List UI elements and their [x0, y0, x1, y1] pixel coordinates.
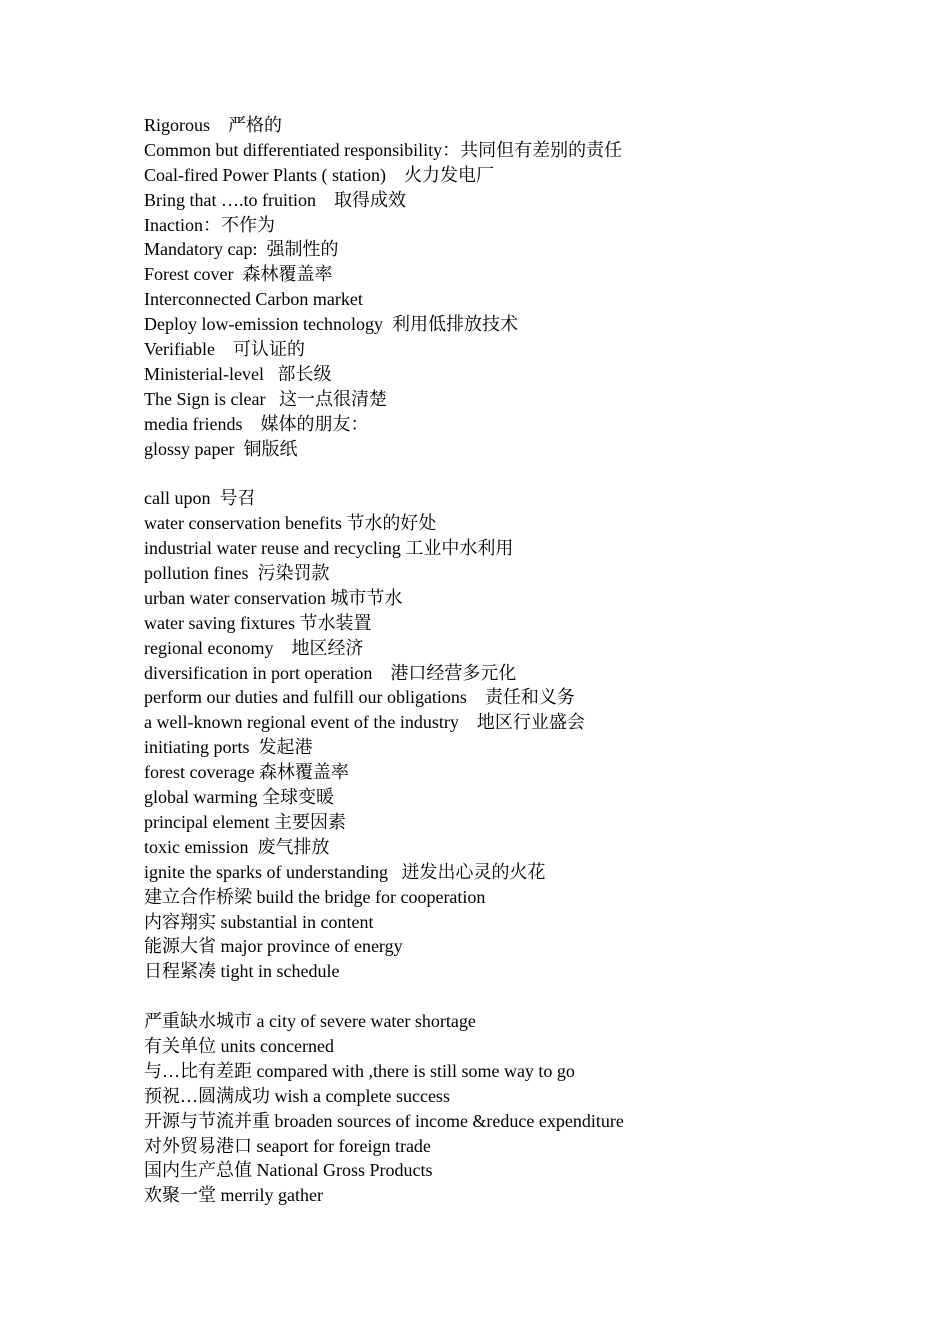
vocab-line: 对外贸易港口 seaport for foreign trade [144, 1135, 431, 1156]
vocab-line: diversification in port operation 港口经营多元化 [144, 662, 517, 683]
vocab-line: Ministerial-level 部长级 [144, 363, 332, 384]
vocab-line: 与…比有差距 compared with ,there is still some way to go [144, 1060, 575, 1081]
vocab-section-1 [144, 113, 904, 461]
vocab-line: 建立合作桥梁 build the bridge for cooperation [144, 886, 486, 907]
vocab-line: forest coverage 森林覆盖率 [144, 762, 349, 783]
vocab-line: water saving fixtures 节水装置 [144, 612, 372, 633]
vocab-line: global warming 全球变暖 [144, 787, 334, 808]
vocab-line: call upon 号召 [144, 488, 256, 509]
vocab-line: Forest cover 森林覆盖率 [144, 264, 333, 285]
vocab-section-2 [144, 486, 904, 984]
vocab-line: Inaction：不作为 [144, 214, 275, 235]
vocab-line: Interconnected Carbon market [144, 289, 363, 310]
vocab-line: pollution fines 污染罚款 [144, 563, 330, 584]
vocab-line: Verifiable 可认证的 [144, 339, 305, 360]
vocab-line: 内容翔实 substantial in content [144, 911, 374, 932]
vocab-line: water conservation benefits 节水的好处 [144, 513, 437, 534]
vocab-line: 有关单位 units concerned [144, 1035, 334, 1056]
section-gap [144, 984, 904, 1009]
vocab-line: Bring that ….to fruition 取得成效 [144, 189, 406, 210]
vocab-line: 能源大省 major province of energy [144, 936, 403, 957]
vocab-line: regional economy 地区经济 [144, 637, 364, 658]
vocab-line: glossy paper 铜版纸 [144, 438, 298, 459]
vocab-line: media friends 媒体的朋友： [144, 413, 369, 434]
vocab-line: principal element 主要因素 [144, 811, 346, 832]
vocab-line: Coal-fired Power Plants ( station) 火力发电厂 [144, 164, 494, 185]
vocab-line: initiating ports 发起港 [144, 737, 313, 758]
vocab-line: 严重缺水城市 a city of severe water shortage [144, 1011, 476, 1032]
vocab-line: Rigorous 严格的 [144, 115, 283, 135]
vocab-line: 欢聚一堂 merrily gather [144, 1185, 323, 1206]
vocab-line: urban water conservation 城市节水 [144, 587, 403, 608]
vocab-line: perform our duties and fulfill our obligations 责任和义务 [144, 687, 575, 708]
vocab-line: Deploy low-emission technology 利用低排放技术 [144, 314, 518, 335]
vocab-line: Mandatory cap: 强制性的 [144, 239, 339, 260]
document-page [144, 113, 904, 1208]
vocab-line: a well-known regional event of the industry 地区行业盛会 [144, 712, 585, 733]
vocab-line: 日程紧凑 tight in schedule [144, 961, 340, 982]
vocab-line: industrial water reuse and recycling 工业中水利用 [144, 538, 514, 559]
section-gap [144, 461, 904, 486]
vocab-line: 国内生产总值 National Gross Products [144, 1160, 433, 1181]
vocab-section-3 [144, 1009, 904, 1208]
vocab-line: Common but differentiated responsibility：共同但有差别的责任 [144, 139, 623, 160]
vocab-line: The Sign is clear 这一点很清楚 [144, 388, 387, 409]
vocab-line: toxic emission 废气排放 [144, 836, 330, 857]
vocab-line: ignite the sparks of understanding 迸发出心灵的火花 [144, 861, 546, 882]
vocab-line: 预祝…圆满成功 wish a complete success [144, 1085, 450, 1106]
vocab-line: 开源与节流并重 broaden sources of income &reduce expenditure [144, 1110, 624, 1131]
